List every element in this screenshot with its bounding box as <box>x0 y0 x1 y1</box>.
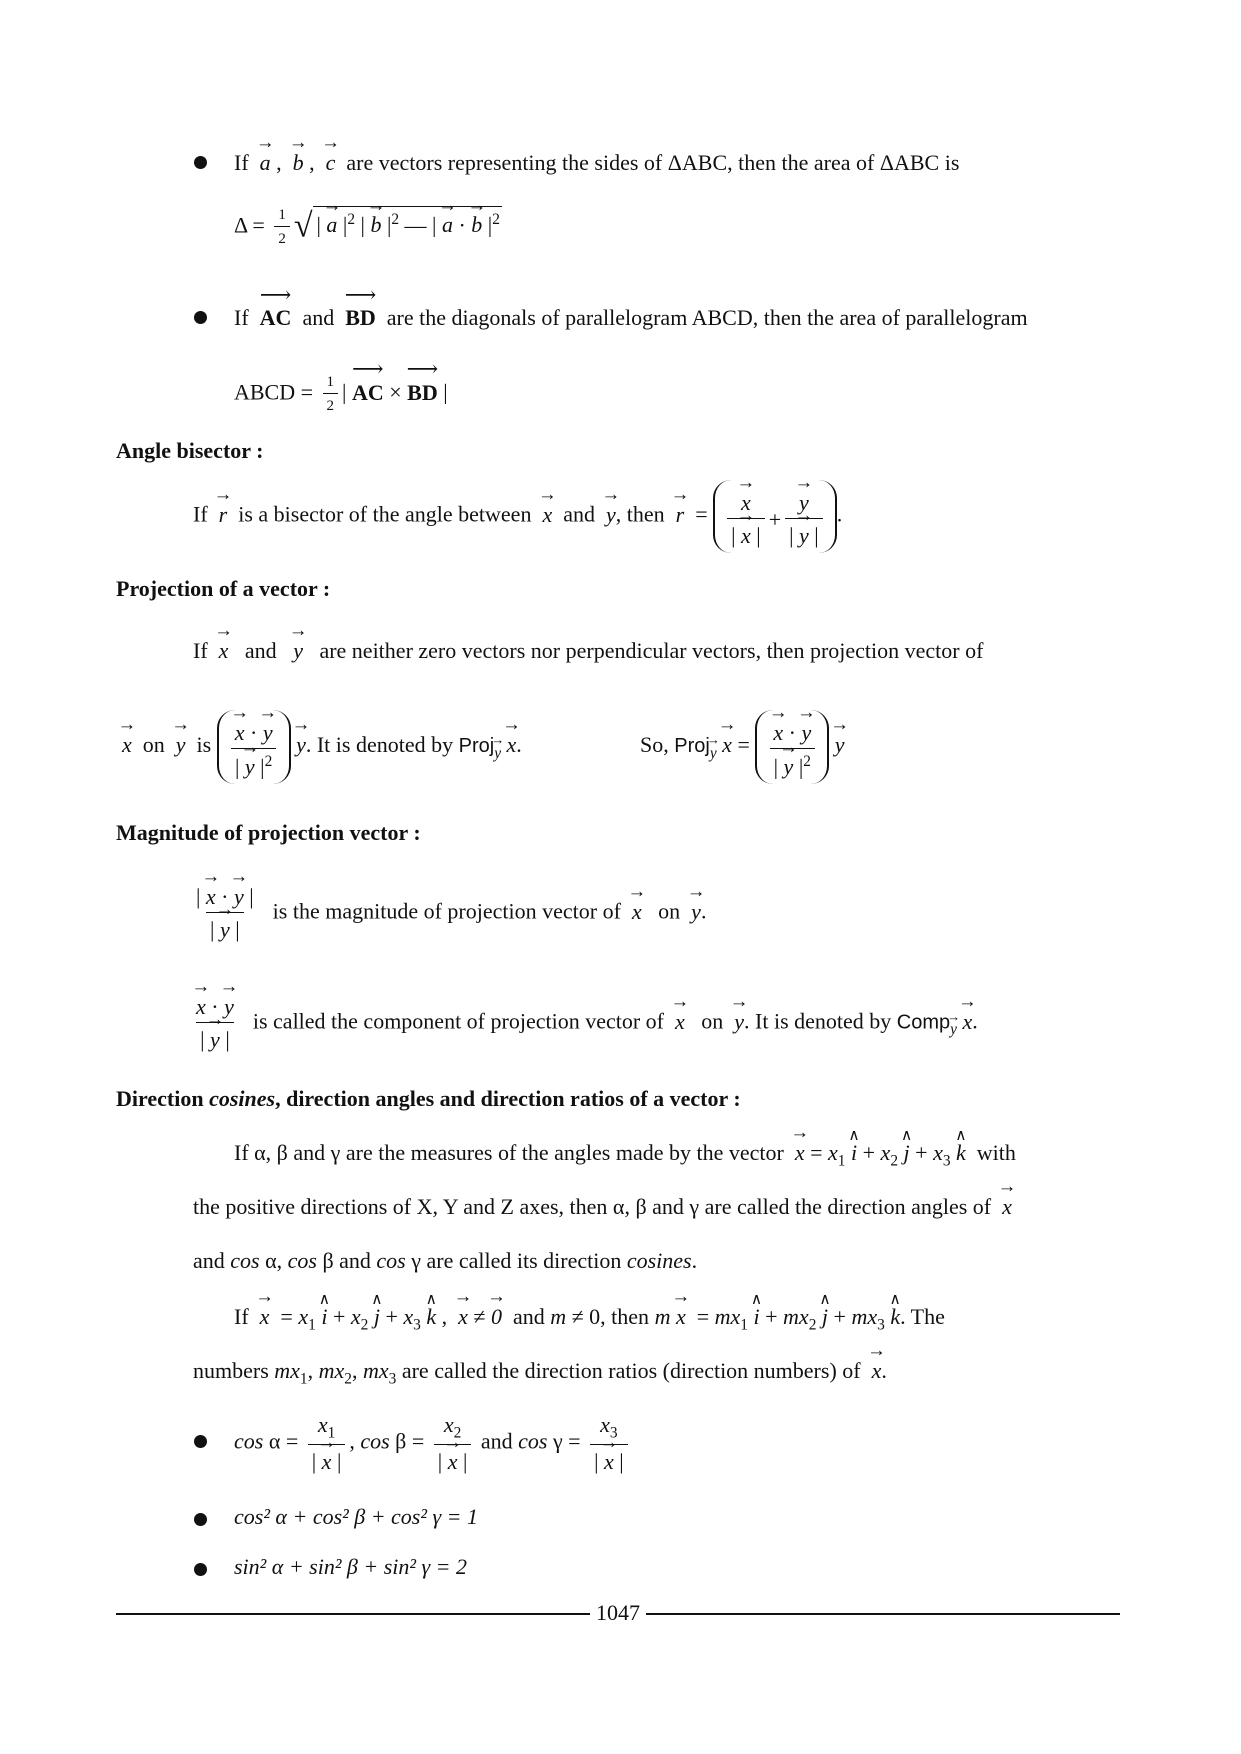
heading-angle-bisector: Angle bisector : <box>116 438 264 463</box>
direction-para-4: $If \to x = x_1$ ∧ $i + x_2$ ∧ $j + x_3$ ∧ k , → x ≠ → 0 and m ≠ 0, then $m \to x = mx_1$ ∧ $i + mx_2$ ∧ $j + mx_3$ ∧ k. The <box>234 1304 945 1334</box>
angle-bisector-line: If → r is a bisector of the angle between → x and → y, then → r = → $\frac{x}{| \to x |}$ + → $\frac{y}{| \to y |}$ . <box>193 480 842 553</box>
magnitude-line-2: → $\frac{x \cdot \to y}{| \to y |}$ is called the component of projection vector of → x on → y. It is denoted by Comp→ $_y$ → x. <box>188 994 978 1053</box>
heading-projection: Projection of a vector : <box>116 576 331 601</box>
triangle-area-line: If → a , → b , → c are vectors representing the sides of ΔABC, then the area of ΔABC is <box>234 150 959 176</box>
direction-para-1: If α, β and γ are the measures of the angles made by the vector → $x = x_1$ ∧ $i + x_2$ ∧ $j + x_3$ ∧ k with <box>234 1140 1016 1170</box>
bullet-2 <box>194 311 207 324</box>
heading-direction: Direction cosines, direction angles and direction ratios of a vector : <box>116 1086 741 1111</box>
bullet-4 <box>194 1513 207 1526</box>
footer-rule-left <box>116 1613 590 1615</box>
direction-para-5: numbers $mx_1$, $mx_2$, $mx_3$ are called the direction ratios (direction numbers) of → x. <box>193 1358 887 1388</box>
bullet-5 <box>194 1563 207 1576</box>
projection-line-2-so: So, Proj→ $_y$ → x = → $\frac{x \cdot \to y}{| \to y |^2}$ → y <box>640 710 844 784</box>
bullet-3 <box>194 1435 207 1448</box>
page-number: 1047 <box>596 1600 640 1625</box>
triangle-area-text: are vectors representing the sides of ΔABC, then the area of ΔABC is <box>346 150 960 175</box>
projection-line-1: If → x and → y are neither zero vectors nor perpendicular vectors, then projection vector of <box>193 638 983 664</box>
projection-line-2: → x on → y is → $\frac{x \cdot \to y}{| \to y |^2}$ → y. It is denoted by Proj→ $_y$ → x. <box>122 710 522 784</box>
direction-para-3: and cos α, cos β and cos γ are called its direction cosines. <box>193 1248 698 1273</box>
cos-squared-identity: cos² α + cos² β + cos² γ = 1 <box>234 1504 478 1529</box>
parallelogram-line: If ⟶ AC and ⟶ BD are the diagonals of parallelogram ABCD, then the area of parallelogram <box>234 305 1028 331</box>
sin-squared-identity: sin² α + sin² β + sin² γ = 2 <box>234 1554 468 1579</box>
cosine-formulas: cos α = $\frac{x_1}{| \to x |}$ , cos β = $\frac{x_2}{| \to x |}$ and cos γ = $\frac{x_3}{| \to x |}$ <box>234 1412 632 1475</box>
magnitude-line-1: $\frac{| \to x \cdot \to y |}{| \to y |}$ is the magnitude of projection vector of → x on → y. <box>188 884 706 943</box>
triangle-area-formula: Δ = $\frac{1}{2}$ √ | → a $|^2$ | → b $|^2$ — | → a · → b $|^2$ <box>234 206 502 248</box>
parallelogram-formula: ABCD = $\frac{1}{2}$ | ⟶ AC × ⟶ BD | <box>234 374 448 415</box>
heading-magnitude: Magnitude of projection vector : <box>116 820 421 845</box>
bullet-1 <box>194 156 207 169</box>
direction-para-2: the positive directions of X, Y and Z axes, then α, β and γ are called the direction angles of → x <box>193 1194 1012 1220</box>
footer-rule-right <box>646 1613 1120 1615</box>
